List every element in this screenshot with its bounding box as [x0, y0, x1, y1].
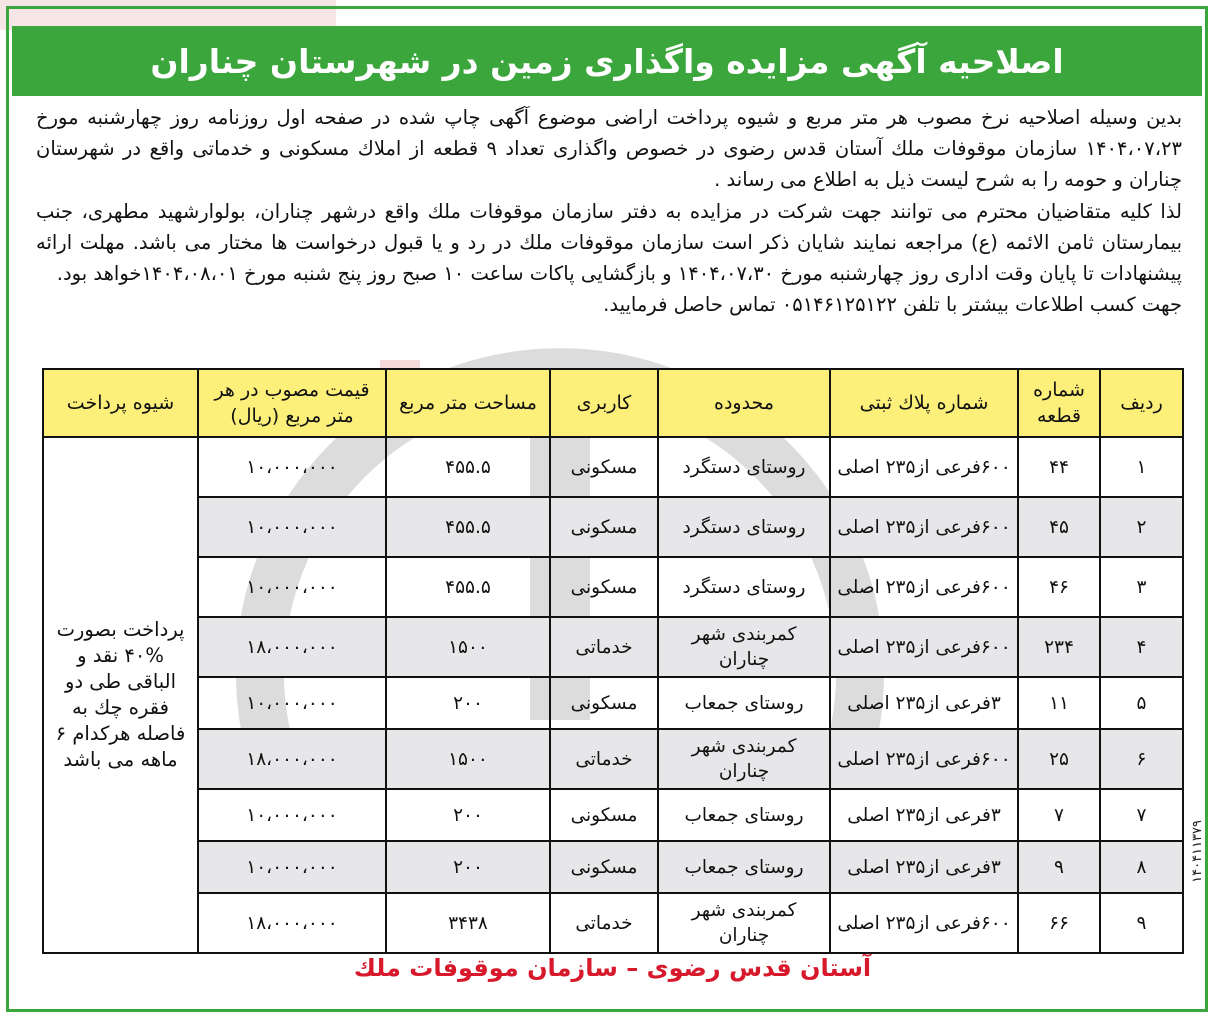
header-radif: ردیف: [1100, 369, 1183, 437]
cell-karbari: خدماتی: [550, 893, 658, 953]
cell-gheimat: ۱۰،۰۰۰،۰۰۰: [198, 841, 386, 893]
cell-radif: ۸: [1100, 841, 1183, 893]
lots-table: [42, 368, 1184, 954]
cell-mahdoodeh: كمربندی شهر چناران: [658, 893, 830, 953]
table-row: [43, 841, 1183, 893]
header-pelak: شماره پلاك ثبتی: [830, 369, 1018, 437]
cell-masahat: ۲۰۰: [386, 677, 550, 729]
cell-karbari: خدماتی: [550, 729, 658, 789]
cell-gheta: ۴۶: [1018, 557, 1100, 617]
cell-masahat: ۲۰۰: [386, 789, 550, 841]
cell-radif: ۶: [1100, 729, 1183, 789]
cell-karbari: مسكونی: [550, 557, 658, 617]
cell-pelak: ۶۰۰فرعی از۲۳۵ اصلی: [830, 893, 1018, 953]
table-header-row: [43, 369, 1183, 437]
cell-gheimat: ۱۸،۰۰۰،۰۰۰: [198, 617, 386, 677]
cell-pelak: ۳فرعی از۲۳۵ اصلی: [830, 677, 1018, 729]
cell-mahdoodeh: روستای دستگرد: [658, 497, 830, 557]
cell-radif: ۳: [1100, 557, 1183, 617]
cell-pelak: ۶۰۰فرعی از۲۳۵ اصلی: [830, 729, 1018, 789]
header-gheta: شماره قطعه: [1018, 369, 1100, 437]
intro-paragraph-1: بدین وسیله اصلاحیه نرخ مصوب هر متر مربع و شیوه پرداخت اراضی موضوع آگهی چاپ شده در صفحه اول روزنامه روز چهارشنبه مورخ ۱۴۰۴،۰۷،۲۳ سازمان موقوفات ملك آستان قدس رضوی در خصوص واگذاری تعداد ۹ قطعه از املاك مسكونی و خدماتی واقع در شهرستان چناران و حومه را به شرح لیست ذیل به اطلاع می رساند .: [36, 106, 1182, 192]
cell-mahdoodeh: روستای جمعاب: [658, 677, 830, 729]
table-row: [43, 677, 1183, 729]
title-banner: [12, 26, 1202, 96]
header-mahdoodeh: محدوده: [658, 369, 830, 437]
cell-gheta: ۲۵: [1018, 729, 1100, 789]
cell-mahdoodeh: روستای جمعاب: [658, 841, 830, 893]
cell-gheimat: ۱۸،۰۰۰،۰۰۰: [198, 893, 386, 953]
cell-gheta: ۴۵: [1018, 497, 1100, 557]
cell-karbari: مسكونی: [550, 841, 658, 893]
table-row: [43, 893, 1183, 953]
cell-masahat: ۱۵۰۰: [386, 729, 550, 789]
cell-masahat: ۴۵۵.۵: [386, 437, 550, 497]
cell-gheta: ۲۳۴: [1018, 617, 1100, 677]
cell-gheimat: ۱۰،۰۰۰،۰۰۰: [198, 677, 386, 729]
table-row: [43, 437, 1183, 497]
table-row: [43, 497, 1183, 557]
cell-masahat: ۳۴۳۸: [386, 893, 550, 953]
cell-pelak: ۶۰۰فرعی از۲۳۵ اصلی: [830, 557, 1018, 617]
cell-gheimat: ۱۰،۰۰۰،۰۰۰: [198, 557, 386, 617]
table-row: [43, 789, 1183, 841]
cell-mahdoodeh: كمربندی شهر چناران: [658, 729, 830, 789]
cell-gheta: ۴۴: [1018, 437, 1100, 497]
cell-pelak: ۳فرعی از۲۳۵ اصلی: [830, 841, 1018, 893]
cell-pelak: ۶۰۰فرعی از۲۳۵ اصلی: [830, 497, 1018, 557]
announcement-body: [36, 102, 1182, 320]
cell-gheimat: ۱۰،۰۰۰،۰۰۰: [198, 497, 386, 557]
cell-pelak: ۶۰۰فرعی از۲۳۵ اصلی: [830, 437, 1018, 497]
cell-mahdoodeh: كمربندی شهر چناران: [658, 617, 830, 677]
cell-gheta: ۶۶: [1018, 893, 1100, 953]
header-masahat: مساحت متر مربع: [386, 369, 550, 437]
cell-radif: ۵: [1100, 677, 1183, 729]
cell-gheta: ۹: [1018, 841, 1100, 893]
table-row: [43, 617, 1183, 677]
header-karbari: كاربری: [550, 369, 658, 437]
cell-karbari: مسكونی: [550, 789, 658, 841]
header-gheimat: قیمت مصوب در هر متر مربع (ریال): [198, 369, 386, 437]
cell-karbari: مسكونی: [550, 677, 658, 729]
intro-paragraph-2: لذا كلیه متقاضیان محترم می توانند جهت شركت در مزایده به دفتر سازمان موقوفات ملك واقع درشهر چناران، بولوارشهید مطهری، جنب بیمارستان ثامن الائمه (ع) مراجعه نمایند شایان ذكر است سازمان موقوفات ملك در رد و یا قبول درخواست ها مختار می باشد. مهلت ارائه پیشنهادات تا پایان وقت اداری روز چهارشنبه مورخ ۱۴۰۴،۰۷،۳۰ و بازگشایی پاكات ساعت ۱۰ صبح روز پنج شنبه مورخ ۱۴۰۴،۰۸،۰۱خواهد بود.: [36, 199, 1182, 286]
cell-karbari: مسكونی: [550, 497, 658, 557]
header-shiveh: شیوه پرداخت: [43, 369, 198, 437]
cell-radif: ۱: [1100, 437, 1183, 497]
cell-radif: ۴: [1100, 617, 1183, 677]
cell-mahdoodeh: روستای جمعاب: [658, 789, 830, 841]
table-row: [43, 729, 1183, 789]
cell-payment-method: پرداخت بصورت %۴۰ نقد و الباقی طی دو فقره چك به فاصله هركدام ۶ ماهه می باشد: [43, 437, 198, 953]
cell-gheta: ۱۱: [1018, 677, 1100, 729]
cell-mahdoodeh: روستای دستگرد: [658, 437, 830, 497]
cell-gheta: ۷: [1018, 789, 1100, 841]
cell-radif: ۲: [1100, 497, 1183, 557]
page-title: اصلاحیه آگهی مزایده واگذاری زمین در شهرستان چناران: [150, 41, 1064, 81]
intro-paragraph-3: جهت كسب اطلاعات بیشتر با تلفن ۰۵۱۴۶۱۲۵۱۲۲ تماس حاصل فرمایید.: [603, 293, 1182, 317]
cell-gheimat: ۱۸،۰۰۰،۰۰۰: [198, 729, 386, 789]
publisher-signature: آستان قدس رضوی – سازمان موقوفات ملك: [353, 954, 872, 982]
ad-code: ۱۴۰۴۱۱۳۷۹: [1190, 820, 1205, 883]
table-row: [43, 557, 1183, 617]
cell-radif: ۹: [1100, 893, 1183, 953]
cell-gheimat: ۱۰،۰۰۰،۰۰۰: [198, 437, 386, 497]
cell-masahat: ۱۵۰۰: [386, 617, 550, 677]
cell-masahat: ۲۰۰: [386, 841, 550, 893]
cell-masahat: ۴۵۵.۵: [386, 557, 550, 617]
cell-karbari: خدماتی: [550, 617, 658, 677]
cell-masahat: ۴۵۵.۵: [386, 497, 550, 557]
cell-pelak: ۶۰۰فرعی از۲۳۵ اصلی: [830, 617, 1018, 677]
cell-mahdoodeh: روستای دستگرد: [658, 557, 830, 617]
cell-karbari: مسكونی: [550, 437, 658, 497]
cell-radif: ۷: [1100, 789, 1183, 841]
cell-pelak: ۳فرعی از۲۳۵ اصلی: [830, 789, 1018, 841]
cell-gheimat: ۱۰،۰۰۰،۰۰۰: [198, 789, 386, 841]
